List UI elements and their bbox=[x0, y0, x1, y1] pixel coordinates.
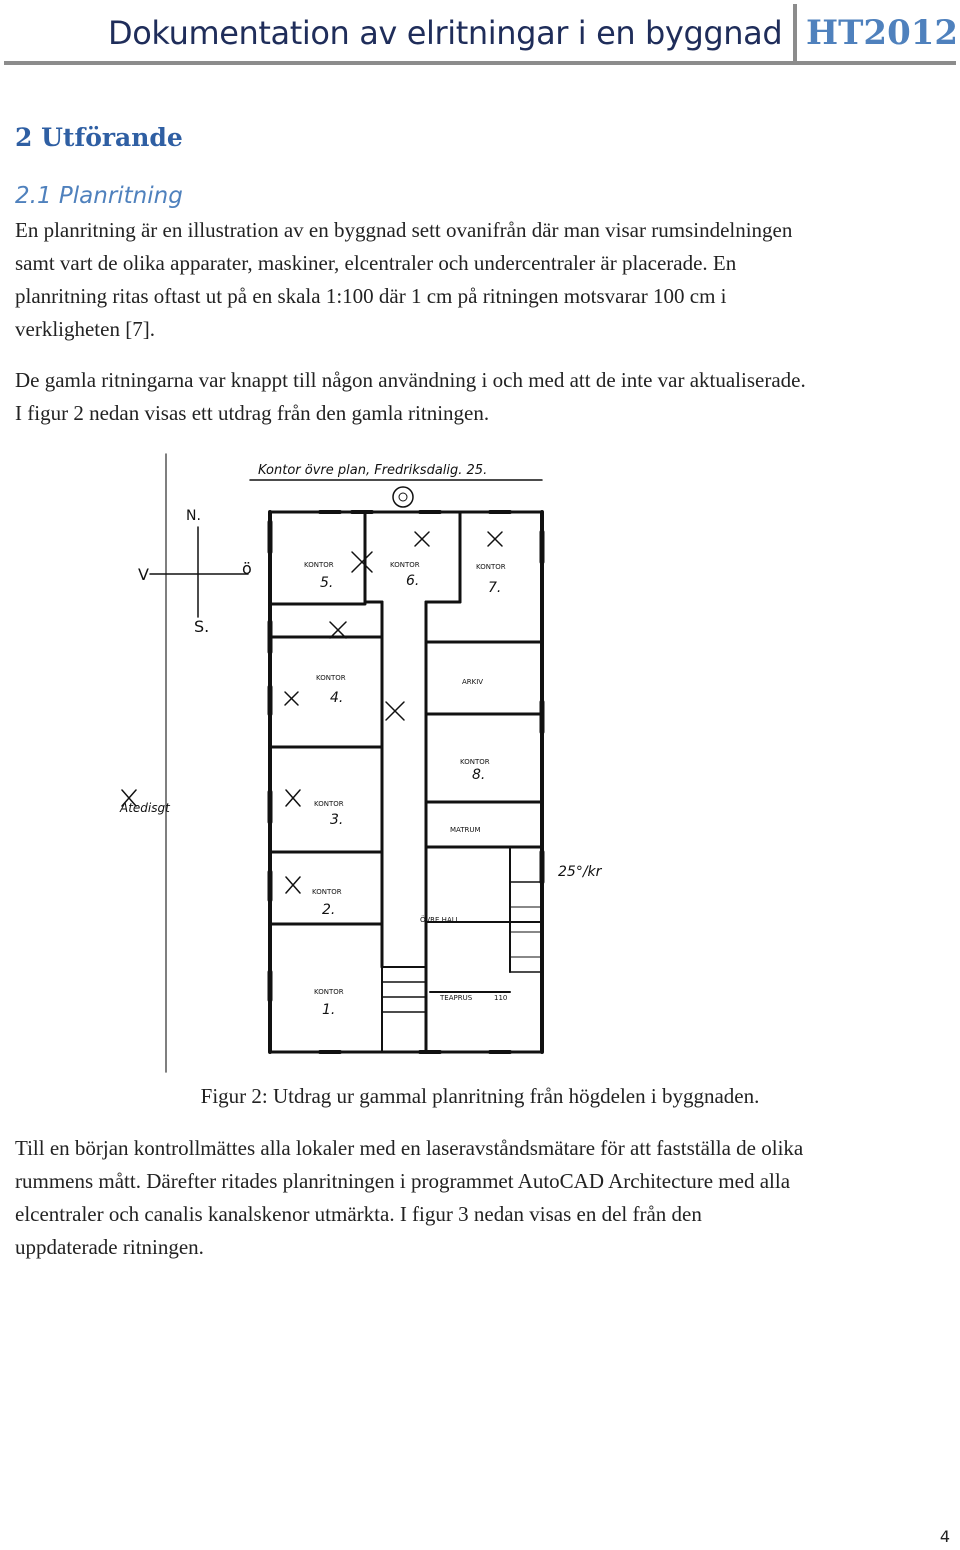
paragraph-line: uppdaterade ritningen. bbox=[15, 1235, 204, 1259]
room-number: 6. bbox=[406, 573, 420, 589]
room-number: 4. bbox=[330, 690, 344, 706]
room-label: TEAPRUS bbox=[440, 994, 473, 1002]
header-title: Dokumentation av elritningar i en byggnad bbox=[108, 14, 783, 52]
paragraph-line: Till en början kontrollmättes alla lokaler med en laseravståndsmätare för att fastställa de olika bbox=[15, 1136, 804, 1160]
header-rule bbox=[4, 61, 956, 65]
paragraph-line: planritning ritas oftast ut på en skala 1:100 där 1 cm på ritningen motsvarar 100 cm i bbox=[15, 284, 727, 308]
left-note: Atedisgt bbox=[120, 801, 170, 815]
compass-east: ö bbox=[242, 559, 252, 578]
room-label: KONTOR bbox=[460, 758, 490, 766]
room-number: 5. bbox=[320, 575, 334, 591]
room-number: 1. bbox=[322, 1002, 336, 1018]
paragraph-line: elcentraler och canalis kanalskenor utmärkta. I figur 3 nedan visas en del från den bbox=[15, 1202, 702, 1226]
room-label: KONTOR bbox=[304, 561, 334, 569]
floor-plan-drawing bbox=[90, 452, 630, 1074]
floor-plan-figure bbox=[90, 452, 630, 1074]
room-label: KONTOR bbox=[316, 674, 346, 682]
paragraph-intro bbox=[15, 214, 950, 346]
compass-south: S. bbox=[194, 617, 210, 636]
subsection-heading: 2.1 Planritning bbox=[15, 183, 183, 209]
paragraph-line: En planritning är en illustration av en byggnad sett ovanifrån där man visar rumsindelningen bbox=[15, 218, 793, 242]
room-number: 2. bbox=[322, 902, 336, 918]
room-label: MATRUM bbox=[450, 826, 481, 834]
room-number: 7. bbox=[488, 580, 502, 596]
page-number: 4 bbox=[939, 1527, 950, 1546]
room-label: ARKIV bbox=[462, 678, 484, 686]
section-heading: 2 Utförande bbox=[15, 123, 183, 152]
paragraph-old-drawings bbox=[15, 364, 950, 430]
drawing-title-handwritten: Kontor övre plan, Fredriksdalig. 25. bbox=[258, 463, 488, 478]
header-year: HT2012 bbox=[806, 13, 959, 53]
room-number: 110 bbox=[494, 994, 508, 1002]
room-label: KONTOR bbox=[476, 563, 506, 571]
room-label: ÖVRE HALL bbox=[420, 916, 460, 924]
room-label: KONTOR bbox=[314, 988, 344, 996]
paragraph-line: verkligheten [7]. bbox=[15, 317, 155, 341]
room-number: 3. bbox=[330, 812, 344, 828]
compass-west: V bbox=[138, 565, 149, 584]
paragraph-line: De gamla ritningarna var knappt till någon användning i och med att de inte var aktualiserade. bbox=[15, 368, 806, 392]
header-divider bbox=[793, 4, 797, 62]
figure-caption: Figur 2: Utdrag ur gammal planritning från högdelen i byggnaden. bbox=[200, 1084, 760, 1108]
room-number: 8. bbox=[472, 767, 486, 783]
room-label: KONTOR bbox=[314, 800, 344, 808]
compass-north: N. bbox=[186, 508, 201, 524]
side-note: 25°/kr bbox=[558, 864, 602, 880]
paragraph-line: I figur 2 nedan visas ett utdrag från den gamla ritningen. bbox=[15, 401, 490, 425]
room-label: KONTOR bbox=[390, 561, 420, 569]
paragraph-measurement bbox=[15, 1132, 950, 1264]
paragraph-line: samt vart de olika apparater, maskiner, elcentraler och undercentraler är placerade. En bbox=[15, 251, 737, 275]
room-label: KONTOR bbox=[312, 888, 342, 896]
paragraph-line: rummens mått. Därefter ritades planritningen i programmet AutoCAD Architecture med alla bbox=[15, 1169, 791, 1193]
